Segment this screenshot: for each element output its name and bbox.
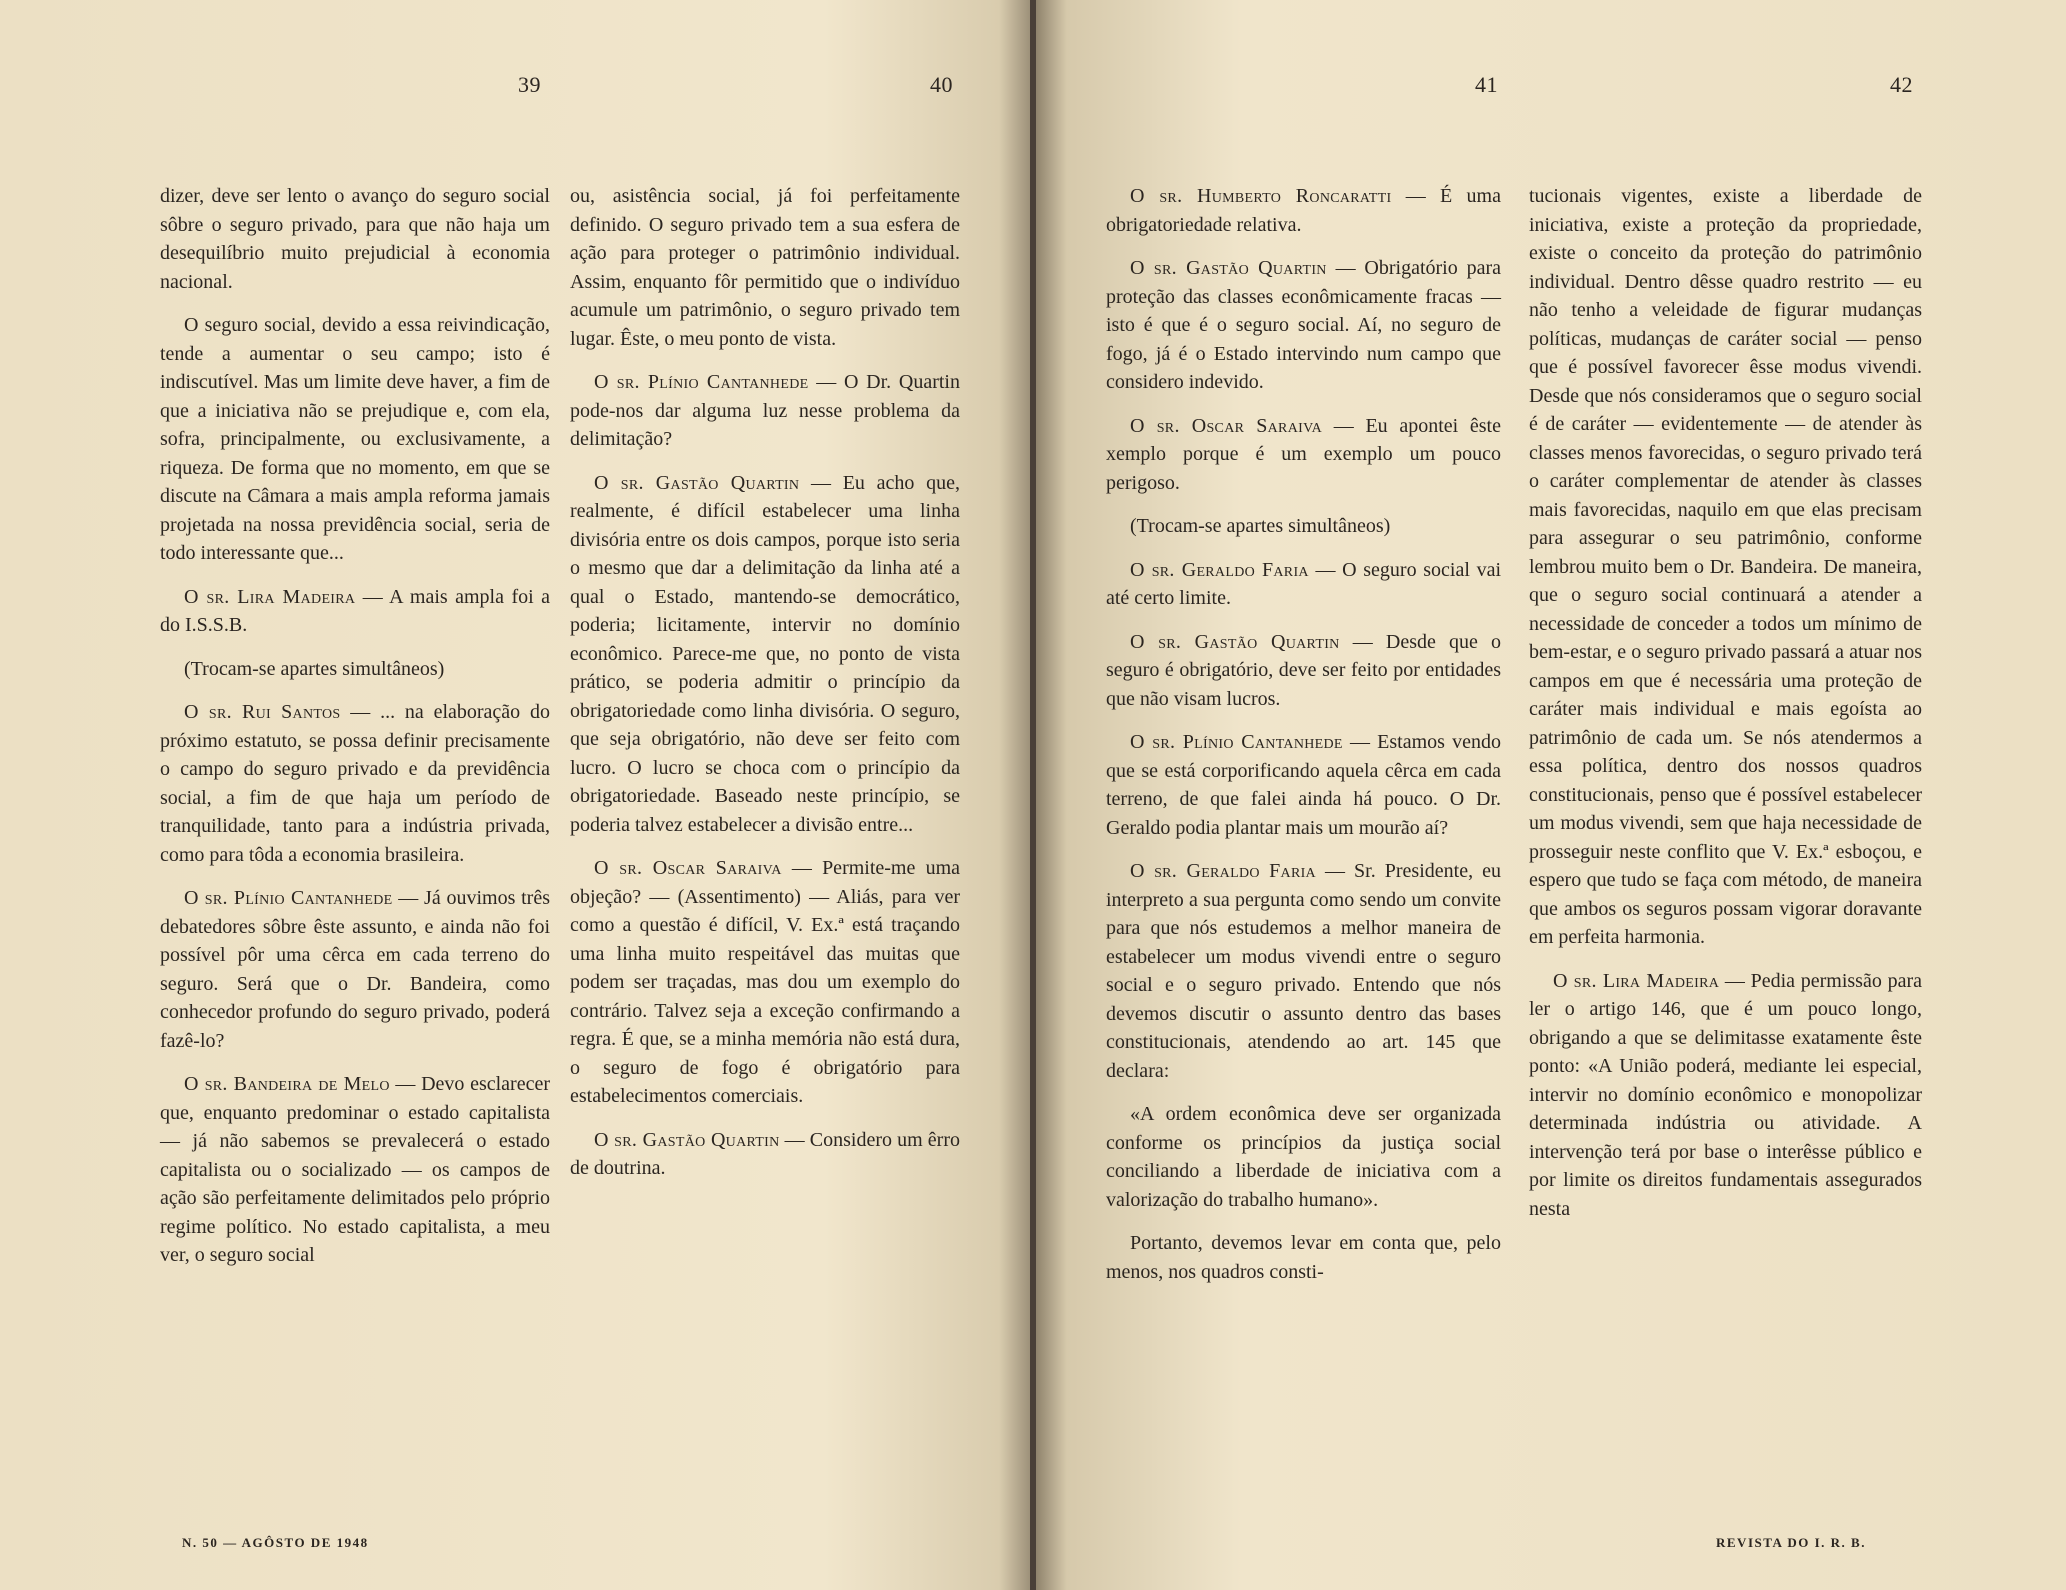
speech-text: — Obrigatório para proteção das classes econômicamente fracas — isto é que é o seguro social. Aí, no seguro de fogo, já é o Estado intervindo num campo que considero indevido. — [1106, 257, 1501, 393]
speaker-name: O sr. Humberto Roncaratti — [1130, 185, 1392, 207]
speech-text: — Já ouvimos três debatedores sôbre êste assunto, e ainda não foi possível pôr uma cêrca em cada terreno do seguro. Será que o Dr. Bandeira, como conhecedor profundo do seguro privado, poderá fazê-lo? — [160, 887, 550, 1052]
speech-text: — A mais ampla foi a do I.S.S.B. — [160, 585, 550, 636]
paragraph — [160, 1070, 550, 1270]
paragraph: ou, asistência social, já foi perfeitamente definido. O seguro privado tem a sua esfera de ação para proteger o patrimônio individual. Assim, enquanto fôr permitido que o indivíduo acumule um patrimônio, o seguro privado tem lugar. Êste, o meu ponto de vista. — [570, 185, 960, 350]
paragraph — [1529, 967, 1922, 1224]
speaker-name: O sr. Gastão Quartin — [594, 471, 800, 494]
speaker-name: O sr. Oscar Saraiva — [594, 857, 782, 879]
speech-text: — Desde que o seguro é obrigatório, deve ser feito por entidades que não visam lucros. — [1106, 630, 1502, 710]
speech-text: — Devo esclarecer que, enquanto predominar o estado capitalista — já não sabemos se prevalecerá o estado capitalista ou o socializado — os campos de ação são perfeitamente delimitados pelo próprio regime político. No estado capitalista, a meu ver, o seguro social — [160, 1073, 550, 1266]
speech-text: — Eu acho que, realmente, é difícil estabelecer uma linha divisória entre os dois campos, porque isto seria o mesmo que dar a delimitação da linha até a qual o Estado, mantendo-se democrático, poderia; licitamente, intervir no domínio econômico. Parece-me que, no ponto de vista prático, se poderia admitir o princípio da obrigatoriedade como linha divisória. O seguro, que seja obrigatório, não deve ser feito com lucro. O lucro se choca com o princípio da obrigatoriedade. Baseado neste princípio, se poderia talvez estabelecer a divisão entre... — [570, 471, 960, 836]
speaker-name: O sr. Lira Madeira — [1553, 969, 1720, 992]
page-number-42: 42 — [1890, 72, 1913, 97]
paragraph — [160, 698, 550, 869]
speech-text: — Considero um êrro de doutrina. — [570, 1128, 960, 1179]
page-number-39: 39 — [518, 72, 541, 97]
speaker-name: O sr. Geraldo Faria — [1130, 558, 1309, 581]
right-page — [1036, 0, 2066, 1590]
speech-text: — Sr. Presidente, eu interpreto a sua pergunta como sendo um convite para que nós estudemos a melhor maneira de estabelecer um modus vivendi entre o seguro social e o seguro privado. Entendo que nós devemos discutir o assunto dentro das bases constitucionais, atendendo ao art. 145 que declara: — [1106, 860, 1502, 1082]
footer-issue: N. 50 — AGÔSTO DE 1948 — [182, 1535, 369, 1550]
paragraph: tucionais vigentes, existe a liberdade de iniciativa, existe a proteção da propriedade, existe o conceito da proteção do patrimônio individual. Dentro dêsse quadro restrito — eu não tenho a veleidade de figurar mudanças políticas, mudanças de caráter social — penso que é possível favorecer êsse modus vivendi. Desde que nós consideramos que o seguro social é de caráter — evidentemente — de atender às classes menos favorecidas, o seguro privado terá o caráter complementar de atender às classes mais favorecidas, naquilo em que elas precisam para assegurar o seu patrimônio, conforme lembrou muito bem o Dr. Bandeira. De maneira, que o seguro social continuará a atender a necessidade de conceder a todos um mínimo de bem-estar, e o seguro privado passará a atuar nos campos em que é necessária uma proteção de caráter mais individual e mais egoísta ao patrimônio de cada um. Se nós atendermos a essa política, dentro dos nossos quadros constitucionais, penso que é possível estabelecer um modus vivendi, sem que haja necessidade de prosseguir neste conflito que V. Ex.ª esboçou, e espero que tudo se faça com método, de maneira que ambos os seguros possam vigorar doravante em perfeita harmonia. — [1529, 185, 1922, 948]
paragraph — [570, 854, 960, 1111]
speaker-name: O sr. Gastão Quartin — [1130, 630, 1340, 653]
speech-text: — O seguro social vai até certo limite. — [1106, 558, 1501, 609]
paragraph — [570, 469, 960, 840]
quotation: «A ordem econômica deve ser organizada conforme os princípios da justiça social conciliando a liberdade de iniciativa com a valorização do trabalho humano». — [1106, 1103, 1501, 1211]
page-number-41: 41 — [1475, 72, 1498, 97]
stage-note: (Trocam-se apartes simultâneos) — [1130, 515, 1391, 537]
paragraph: O seguro social, devido a essa reivindicação, tende a aumentar o seu campo; isto é indiscutível. Mas um limite deve haver, a fim de que a iniciativa não se prejudique e, com ela, sofra, principalmente, ou exclusivamente, a riqueza. De forma que no momento, em que se discute na Câmara a mais ampla reforma jamais projetada na nossa previdência social, seria de todo interessante que... — [160, 314, 550, 564]
speech-text: — O Dr. Quartin pode-nos dar alguma luz nesse problema da delimitação? — [570, 371, 960, 450]
speaker-name: O sr. Rui Santos — [184, 701, 341, 723]
left-page — [0, 0, 1030, 1590]
column-page-39 — [160, 182, 550, 1285]
speaker-name: O sr. Plínio Cantanhede — [1130, 731, 1343, 753]
column-page-42 — [1529, 182, 1922, 1238]
speech-text: — ... na elaboração do próximo estatuto, se possa definir precisamente o campo do seguro privado e da previdência social, a fim de que haja um período de tranquilidade, tanto para a indústria privada, como para tôda a economia brasileira. — [160, 701, 550, 866]
speaker-name: O sr. Gastão Quartin — [1130, 257, 1327, 279]
paragraph — [1106, 628, 1501, 714]
paragraph — [1106, 254, 1501, 397]
speaker-name: O sr. Gastão Quartin — [594, 1128, 780, 1151]
speaker-name: O sr. Oscar Saraiva — [1130, 414, 1323, 437]
paragraph — [1106, 182, 1501, 239]
paragraph — [570, 368, 960, 454]
speaker-name: O sr. Plínio Cantanhede — [594, 371, 809, 393]
paragraph — [1106, 412, 1501, 498]
speaker-name: O sr. Lira Madeira — [184, 585, 356, 608]
paragraph: dizer, deve ser lento o avanço do seguro social sôbre o seguro privado, para que não haja um desequilíbrio muito prejudicial à economia nacional. — [160, 185, 550, 293]
speaker-name: O sr. Geraldo Faria — [1130, 860, 1316, 882]
page-number-40: 40 — [930, 72, 953, 97]
speech-text: — Estamos vendo que se está corporificando aquela cêrca em cada terreno, de que falei ainda há pouco. O Dr. Geraldo podia plantar mais um mourão aí? — [1106, 731, 1501, 839]
speech-text: — Permite-me uma objeção? — (Assentimento) — Aliás, para ver como a questão é difícil, V. Ex.ª está traçando uma linha muito respeitável das muitas que podem ser traçadas, mas dou um exemplo do contrário. Talvez seja a exceção confirmando a regra. É que, se a minha memória não está dura, o seguro de fogo é obrigatório para estabelecimentos comerciais. — [570, 857, 960, 1107]
paragraph — [160, 583, 550, 640]
stage-note: (Trocam-se apartes simultâneos) — [184, 657, 445, 680]
speech-text: — Eu apontei êste xemplo porque é um exemplo um pouco perigoso. — [1106, 414, 1501, 494]
paragraph — [1106, 728, 1501, 842]
speaker-name: O sr. Plínio Cantanhede — [184, 887, 393, 909]
speaker-name: O sr. Bandeira de Melo — [184, 1073, 390, 1095]
paragraph — [570, 1126, 960, 1183]
column-page-40 — [570, 182, 960, 1198]
paragraph — [160, 884, 550, 1055]
speech-text: — É uma obrigatoriedade relativa. — [1106, 185, 1501, 236]
paragraph — [1106, 556, 1501, 613]
speech-text: — Pedia permissão para ler o artigo 146, que é um pouco longo, obrigando a que se delimitasse exatamente êste ponto: «A União poderá, mediante lei especial, intervir no domínio econômico e monopolizar determinada indústria ou atividade. A intervenção terá por base o interêsse público e por limite os direitos fundamentais assegurados nesta — [1529, 969, 1922, 1220]
footer-journal: REVISTA DO I. R. B. — [1716, 1535, 1866, 1550]
column-page-41 — [1106, 182, 1501, 1301]
paragraph — [1106, 857, 1501, 1085]
paragraph: Portanto, devemos levar em conta que, pelo menos, nos quadros consti- — [1106, 1232, 1501, 1283]
